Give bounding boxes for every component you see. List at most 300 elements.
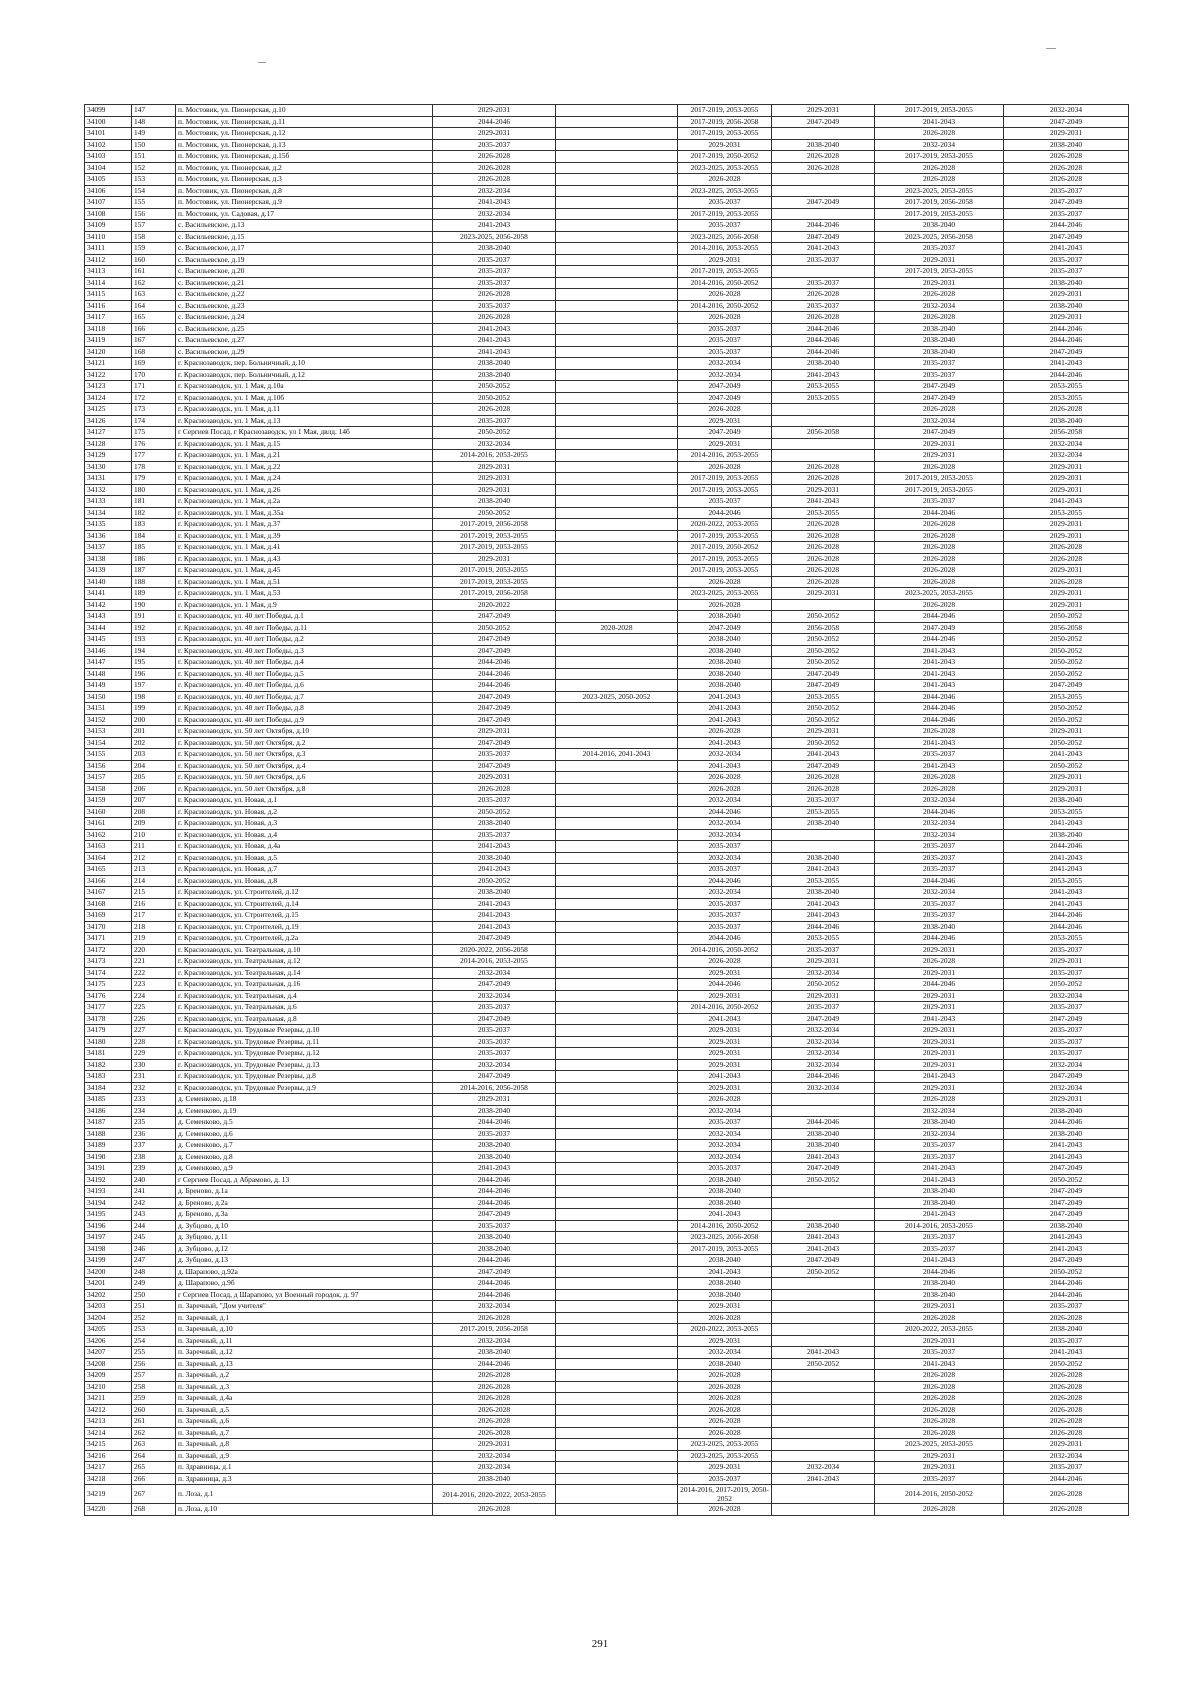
period-e-cell: 2026-2028 bbox=[875, 1427, 1004, 1439]
period-c-cell: 2017-2019, 2053-2055 bbox=[678, 128, 772, 140]
period-c-cell: 2035-2037 bbox=[678, 346, 772, 358]
record-id-cell: 34160 bbox=[85, 806, 132, 818]
period-c-cell: 2035-2037 bbox=[678, 197, 772, 209]
row-number-cell: 204 bbox=[132, 760, 176, 772]
address-cell: г. Краснозаводск, ул. Трудовые Резервы, д.12 bbox=[176, 1048, 433, 1060]
period-a-cell: 2032-2034 bbox=[433, 1450, 556, 1462]
address-cell: г. Краснозаводск, ул. Трудовые Резервы, д.8 bbox=[176, 1071, 433, 1083]
table-row bbox=[85, 1174, 1129, 1186]
period-a-cell: 2017-2019, 2053-2055 bbox=[433, 542, 556, 554]
row-number-cell: 253 bbox=[132, 1324, 176, 1336]
record-id-cell: 34207 bbox=[85, 1347, 132, 1359]
table-row bbox=[85, 1128, 1129, 1140]
period-e-cell: 2035-2037 bbox=[875, 243, 1004, 255]
period-a-cell: 2047-2049 bbox=[433, 645, 556, 657]
period-a-cell: 2050-2052 bbox=[433, 622, 556, 634]
table-row bbox=[85, 1278, 1129, 1290]
period-d-cell: 2032-2034 bbox=[772, 1462, 875, 1474]
period-b-cell bbox=[556, 231, 678, 243]
period-d-cell: 2050-2052 bbox=[772, 657, 875, 669]
period-c-cell: 2041-2043 bbox=[678, 1071, 772, 1083]
row-number-cell: 161 bbox=[132, 266, 176, 278]
period-e-cell: 2032-2034 bbox=[875, 829, 1004, 841]
period-a-cell: 2026-2028 bbox=[433, 404, 556, 416]
period-d-cell bbox=[772, 1301, 875, 1313]
period-d-cell: 2047-2049 bbox=[772, 760, 875, 772]
table-row bbox=[85, 1243, 1129, 1255]
period-f-cell: 2041-2043 bbox=[1004, 864, 1129, 876]
address-cell: д. Шарапово, д.92а bbox=[176, 1266, 433, 1278]
period-f-cell: 2047-2049 bbox=[1004, 116, 1129, 128]
table-row bbox=[85, 1025, 1129, 1037]
period-a-cell: 2017-2019, 2053-2055 bbox=[433, 565, 556, 577]
row-number-cell: 258 bbox=[132, 1381, 176, 1393]
period-f-cell: 2035-2037 bbox=[1004, 185, 1129, 197]
period-e-cell: 2044-2046 bbox=[875, 1266, 1004, 1278]
row-number-cell: 191 bbox=[132, 611, 176, 623]
period-d-cell bbox=[772, 1504, 875, 1516]
record-id-cell: 34142 bbox=[85, 599, 132, 611]
record-id-cell: 34112 bbox=[85, 254, 132, 266]
period-f-cell: 2038-2040 bbox=[1004, 300, 1129, 312]
address-cell: г. Краснозаводск, ул. Театральная, д.16 bbox=[176, 979, 433, 991]
record-id-cell: 34122 bbox=[85, 369, 132, 381]
record-id-cell: 34194 bbox=[85, 1197, 132, 1209]
table-row bbox=[85, 1404, 1129, 1416]
period-d-cell: 2047-2049 bbox=[772, 231, 875, 243]
period-d-cell: 2035-2037 bbox=[772, 944, 875, 956]
record-id-cell: 34118 bbox=[85, 323, 132, 335]
period-d-cell: 2026-2028 bbox=[772, 162, 875, 174]
period-b-cell bbox=[556, 1013, 678, 1025]
address-cell: г. Краснозаводск, ул. 1 Мая, д.13 bbox=[176, 415, 433, 427]
period-a-cell: 2041-2043 bbox=[433, 841, 556, 853]
period-f-cell: 2053-2055 bbox=[1004, 381, 1129, 393]
period-b-cell bbox=[556, 818, 678, 830]
period-e-cell: 2026-2028 bbox=[875, 1312, 1004, 1324]
period-e-cell: 2029-2031 bbox=[875, 1025, 1004, 1037]
period-f-cell: 2044-2046 bbox=[1004, 1473, 1129, 1485]
period-e-cell: 2026-2028 bbox=[875, 1504, 1004, 1516]
period-d-cell: 2026-2028 bbox=[772, 576, 875, 588]
period-b-cell bbox=[556, 714, 678, 726]
period-e-cell: 2017-2019, 2053-2055 bbox=[875, 484, 1004, 496]
address-cell: г. Краснозаводск, ул. Трудовые Резервы, д.11 bbox=[176, 1036, 433, 1048]
record-id-cell: 34148 bbox=[85, 668, 132, 680]
period-d-cell bbox=[772, 1370, 875, 1382]
period-e-cell: 2026-2028 bbox=[875, 519, 1004, 531]
table-row bbox=[85, 415, 1129, 427]
table-row bbox=[85, 369, 1129, 381]
record-id-cell: 34162 bbox=[85, 829, 132, 841]
record-id-cell: 34175 bbox=[85, 979, 132, 991]
row-number-cell: 234 bbox=[132, 1105, 176, 1117]
period-e-cell: 2044-2046 bbox=[875, 933, 1004, 945]
row-number-cell: 208 bbox=[132, 806, 176, 818]
period-f-cell: 2029-2031 bbox=[1004, 772, 1129, 784]
address-cell: п. Мостовик, ул. Пионерская, д.10 bbox=[176, 105, 433, 117]
period-c-cell: 2029-2031 bbox=[678, 1335, 772, 1347]
address-cell: г. Краснозаводск, ул. 40 лет Победы, д.9 bbox=[176, 714, 433, 726]
row-number-cell: 235 bbox=[132, 1117, 176, 1129]
page-number: 291 bbox=[591, 1638, 609, 1650]
period-e-cell: 2041-2043 bbox=[875, 1163, 1004, 1175]
period-e-cell: 2041-2043 bbox=[875, 1209, 1004, 1221]
period-b-cell bbox=[556, 1324, 678, 1336]
period-e-cell: 2017-2019, 2053-2055 bbox=[875, 473, 1004, 485]
period-e-cell: 2035-2037 bbox=[875, 841, 1004, 853]
period-f-cell: 2041-2043 bbox=[1004, 1140, 1129, 1152]
row-number-cell: 160 bbox=[132, 254, 176, 266]
period-d-cell bbox=[772, 1324, 875, 1336]
table-row bbox=[85, 841, 1129, 853]
period-e-cell: 2029-2031 bbox=[875, 1335, 1004, 1347]
record-id-cell: 34212 bbox=[85, 1404, 132, 1416]
record-id-cell: 34192 bbox=[85, 1174, 132, 1186]
period-c-cell: 2023-2025, 2056-2058 bbox=[678, 231, 772, 243]
period-d-cell bbox=[772, 185, 875, 197]
period-f-cell: 2041-2043 bbox=[1004, 1243, 1129, 1255]
period-b-cell bbox=[556, 450, 678, 462]
row-number-cell: 205 bbox=[132, 772, 176, 784]
period-b-cell bbox=[556, 381, 678, 393]
address-cell: г. Краснозаводск, ул. 50 лет Октября, д.10 bbox=[176, 726, 433, 738]
address-cell: п. Заречный, "Дом учителя" bbox=[176, 1301, 433, 1313]
row-number-cell: 260 bbox=[132, 1404, 176, 1416]
period-f-cell: 2050-2052 bbox=[1004, 737, 1129, 749]
period-d-cell: 2026-2028 bbox=[772, 151, 875, 163]
table-row bbox=[85, 404, 1129, 416]
table-row bbox=[85, 1036, 1129, 1048]
period-e-cell: 2017-2019, 2053-2055 bbox=[875, 208, 1004, 220]
table-row bbox=[85, 185, 1129, 197]
period-b-cell bbox=[556, 944, 678, 956]
period-b-cell: 2014-2016, 2041-2043 bbox=[556, 749, 678, 761]
period-a-cell: 2038-2040 bbox=[433, 852, 556, 864]
period-c-cell: 2017-2019, 2050-2052 bbox=[678, 542, 772, 554]
period-c-cell: 2047-2049 bbox=[678, 427, 772, 439]
record-id-cell: 34132 bbox=[85, 484, 132, 496]
period-c-cell: 2038-2040 bbox=[678, 645, 772, 657]
period-f-cell: 2047-2049 bbox=[1004, 346, 1129, 358]
period-c-cell: 2041-2043 bbox=[678, 691, 772, 703]
period-a-cell: 2035-2037 bbox=[433, 1002, 556, 1014]
table-row bbox=[85, 1186, 1129, 1198]
period-c-cell: 2017-2019, 2056-2058 bbox=[678, 116, 772, 128]
period-f-cell: 2035-2037 bbox=[1004, 208, 1129, 220]
period-b-cell bbox=[556, 1347, 678, 1359]
record-id-cell: 34166 bbox=[85, 875, 132, 887]
period-a-cell: 2038-2040 bbox=[433, 1232, 556, 1244]
period-b-cell bbox=[556, 645, 678, 657]
table-row bbox=[85, 1427, 1129, 1439]
period-d-cell: 2032-2034 bbox=[772, 1059, 875, 1071]
table-row bbox=[85, 611, 1129, 623]
period-c-cell: 2032-2034 bbox=[678, 1151, 772, 1163]
period-e-cell: 2035-2037 bbox=[875, 898, 1004, 910]
row-number-cell: 182 bbox=[132, 507, 176, 519]
row-number-cell: 217 bbox=[132, 910, 176, 922]
row-number-cell: 206 bbox=[132, 783, 176, 795]
period-b-cell bbox=[556, 553, 678, 565]
period-e-cell: 2026-2028 bbox=[875, 461, 1004, 473]
record-id-cell: 34179 bbox=[85, 1025, 132, 1037]
address-cell: г. Краснозаводск, ул. Новая, д.3 bbox=[176, 818, 433, 830]
address-cell: д. Зубцово, д.11 bbox=[176, 1232, 433, 1244]
period-b-cell bbox=[556, 139, 678, 151]
period-f-cell: 2035-2037 bbox=[1004, 1462, 1129, 1474]
address-cell: г. Краснозаводск, ул. 1 Мая, д.10б bbox=[176, 392, 433, 404]
row-number-cell: 169 bbox=[132, 358, 176, 370]
period-b-cell bbox=[556, 1186, 678, 1198]
address-cell: г. Краснозаводск, ул. 1 Мая, д.43 bbox=[176, 553, 433, 565]
period-e-cell: 2041-2043 bbox=[875, 760, 1004, 772]
row-number-cell: 255 bbox=[132, 1347, 176, 1359]
period-b-cell bbox=[556, 496, 678, 508]
period-d-cell bbox=[772, 404, 875, 416]
row-number-cell: 250 bbox=[132, 1289, 176, 1301]
period-b-cell bbox=[556, 404, 678, 416]
period-e-cell: 2044-2046 bbox=[875, 634, 1004, 646]
period-b-cell bbox=[556, 1163, 678, 1175]
period-e-cell: 2029-2031 bbox=[875, 1082, 1004, 1094]
period-a-cell: 2041-2043 bbox=[433, 864, 556, 876]
period-f-cell: 2053-2055 bbox=[1004, 875, 1129, 887]
period-e-cell: 2041-2043 bbox=[875, 645, 1004, 657]
table-row bbox=[85, 1071, 1129, 1083]
period-d-cell: 2053-2055 bbox=[772, 691, 875, 703]
period-a-cell: 2032-2034 bbox=[433, 438, 556, 450]
address-cell: п. Здравница, д.1 bbox=[176, 1462, 433, 1474]
period-c-cell: 2029-2031 bbox=[678, 438, 772, 450]
scan-artifact bbox=[1046, 48, 1056, 49]
period-a-cell: 2035-2037 bbox=[433, 139, 556, 151]
period-a-cell: 2035-2037 bbox=[433, 254, 556, 266]
period-c-cell: 2029-2031 bbox=[678, 1059, 772, 1071]
period-f-cell: 2038-2040 bbox=[1004, 1324, 1129, 1336]
period-f-cell: 2053-2055 bbox=[1004, 392, 1129, 404]
period-b-cell bbox=[556, 1117, 678, 1129]
period-c-cell: 2014-2016, 2050-2052 bbox=[678, 1220, 772, 1232]
period-c-cell: 2032-2034 bbox=[678, 852, 772, 864]
period-f-cell: 2047-2049 bbox=[1004, 1186, 1129, 1198]
period-a-cell: 2029-2031 bbox=[433, 772, 556, 784]
period-a-cell: 2041-2043 bbox=[433, 921, 556, 933]
table-row bbox=[85, 1324, 1129, 1336]
period-a-cell: 2041-2043 bbox=[433, 1163, 556, 1175]
period-d-cell: 2047-2049 bbox=[772, 1163, 875, 1175]
row-number-cell: 227 bbox=[132, 1025, 176, 1037]
table-row bbox=[85, 588, 1129, 600]
period-c-cell: 2032-2034 bbox=[678, 1140, 772, 1152]
period-a-cell: 2017-2019, 2056-2058 bbox=[433, 588, 556, 600]
record-id-cell: 34184 bbox=[85, 1082, 132, 1094]
period-b-cell bbox=[556, 990, 678, 1002]
period-e-cell: 2047-2049 bbox=[875, 392, 1004, 404]
period-a-cell: 2038-2040 bbox=[433, 1140, 556, 1152]
period-c-cell: 2029-2031 bbox=[678, 990, 772, 1002]
record-id-cell: 34196 bbox=[85, 1220, 132, 1232]
period-c-cell: 2029-2031 bbox=[678, 1036, 772, 1048]
period-f-cell: 2032-2034 bbox=[1004, 1082, 1129, 1094]
period-d-cell: 2032-2034 bbox=[772, 967, 875, 979]
period-d-cell: 2044-2046 bbox=[772, 220, 875, 232]
row-number-cell: 171 bbox=[132, 381, 176, 393]
period-c-cell: 2026-2028 bbox=[678, 461, 772, 473]
row-number-cell: 163 bbox=[132, 289, 176, 301]
period-f-cell: 2044-2046 bbox=[1004, 1278, 1129, 1290]
period-d-cell: 2035-2037 bbox=[772, 277, 875, 289]
period-b-cell bbox=[556, 105, 678, 117]
period-e-cell: 2035-2037 bbox=[875, 1151, 1004, 1163]
period-b-cell bbox=[556, 243, 678, 255]
period-d-cell: 2032-2034 bbox=[772, 1036, 875, 1048]
period-b-cell bbox=[556, 1404, 678, 1416]
table-row bbox=[85, 783, 1129, 795]
row-number-cell: 211 bbox=[132, 841, 176, 853]
period-b-cell bbox=[556, 910, 678, 922]
period-b-cell bbox=[556, 588, 678, 600]
period-d-cell: 2035-2037 bbox=[772, 795, 875, 807]
row-number-cell: 215 bbox=[132, 887, 176, 899]
period-a-cell: 2047-2049 bbox=[433, 933, 556, 945]
record-id-cell: 34139 bbox=[85, 565, 132, 577]
period-c-cell: 2023-2025, 2053-2055 bbox=[678, 162, 772, 174]
record-id-cell: 34106 bbox=[85, 185, 132, 197]
record-id-cell: 34104 bbox=[85, 162, 132, 174]
address-cell: п. Заречный, д.9 bbox=[176, 1450, 433, 1462]
period-a-cell: 2026-2028 bbox=[433, 1404, 556, 1416]
period-a-cell: 2017-2019, 2053-2055 bbox=[433, 576, 556, 588]
period-c-cell: 2038-2040 bbox=[678, 657, 772, 669]
row-number-cell: 259 bbox=[132, 1393, 176, 1405]
period-b-cell bbox=[556, 1025, 678, 1037]
period-e-cell: 2029-2031 bbox=[875, 450, 1004, 462]
period-c-cell: 2026-2028 bbox=[678, 576, 772, 588]
record-id-cell: 34125 bbox=[85, 404, 132, 416]
period-c-cell: 2041-2043 bbox=[678, 737, 772, 749]
period-c-cell: 2017-2019, 2050-2052 bbox=[678, 151, 772, 163]
period-a-cell: 2044-2046 bbox=[433, 1197, 556, 1209]
period-b-cell bbox=[556, 1071, 678, 1083]
period-f-cell: 2026-2028 bbox=[1004, 1393, 1129, 1405]
table-row bbox=[85, 530, 1129, 542]
row-number-cell: 214 bbox=[132, 875, 176, 887]
period-b-cell bbox=[556, 1289, 678, 1301]
record-id-cell: 34134 bbox=[85, 507, 132, 519]
period-c-cell: 2032-2034 bbox=[678, 358, 772, 370]
record-id-cell: 34111 bbox=[85, 243, 132, 255]
period-e-cell: 2023-2025, 2053-2055 bbox=[875, 588, 1004, 600]
period-d-cell: 2041-2043 bbox=[772, 369, 875, 381]
address-cell: г. Краснозаводск, ул. 1 Мая, д.2а bbox=[176, 496, 433, 508]
address-cell: г. Краснозаводск, ул. 1 Мая, д.45 bbox=[176, 565, 433, 577]
period-f-cell: 2029-2031 bbox=[1004, 461, 1129, 473]
record-id-cell: 34185 bbox=[85, 1094, 132, 1106]
period-c-cell: 2029-2031 bbox=[678, 139, 772, 151]
period-f-cell: 2050-2052 bbox=[1004, 657, 1129, 669]
record-id-cell: 34190 bbox=[85, 1151, 132, 1163]
period-e-cell: 2026-2028 bbox=[875, 1393, 1004, 1405]
record-id-cell: 34120 bbox=[85, 346, 132, 358]
record-id-cell: 34123 bbox=[85, 381, 132, 393]
table-row bbox=[85, 921, 1129, 933]
table-row bbox=[85, 323, 1129, 335]
table-row bbox=[85, 875, 1129, 887]
row-number-cell: 231 bbox=[132, 1071, 176, 1083]
period-a-cell: 2035-2037 bbox=[433, 829, 556, 841]
table-row bbox=[85, 277, 1129, 289]
period-a-cell: 2026-2028 bbox=[433, 174, 556, 186]
period-f-cell: 2032-2034 bbox=[1004, 105, 1129, 117]
period-f-cell: 2026-2028 bbox=[1004, 162, 1129, 174]
period-a-cell: 2026-2028 bbox=[433, 1393, 556, 1405]
period-d-cell: 2053-2055 bbox=[772, 381, 875, 393]
period-c-cell: 2041-2043 bbox=[678, 760, 772, 772]
period-d-cell: 2050-2052 bbox=[772, 714, 875, 726]
period-b-cell bbox=[556, 1059, 678, 1071]
period-c-cell: 2032-2034 bbox=[678, 1347, 772, 1359]
period-c-cell: 2032-2034 bbox=[678, 795, 772, 807]
period-c-cell: 2032-2034 bbox=[678, 1105, 772, 1117]
row-number-cell: 189 bbox=[132, 588, 176, 600]
address-cell: г. Краснозаводск, ул. 1 Мая, д.53 bbox=[176, 588, 433, 600]
address-cell: г. Краснозаводск, пер. Больничный, д.12 bbox=[176, 369, 433, 381]
period-f-cell: 2026-2028 bbox=[1004, 1370, 1129, 1382]
address-cell: г Сергиев Посад, д Шарапово, ул Военный городок, д. 97 bbox=[176, 1289, 433, 1301]
period-b-cell bbox=[556, 128, 678, 140]
period-d-cell: 2044-2046 bbox=[772, 921, 875, 933]
address-cell: г. Краснозаводск, ул. 1 Мая, д.9 bbox=[176, 599, 433, 611]
period-c-cell: 2017-2019, 2053-2055 bbox=[678, 484, 772, 496]
period-c-cell: 2035-2037 bbox=[678, 220, 772, 232]
address-cell: п. Мостовик, ул. Пионерская, д.8 bbox=[176, 185, 433, 197]
period-e-cell: 2035-2037 bbox=[875, 358, 1004, 370]
period-b-cell bbox=[556, 346, 678, 358]
period-e-cell: 2041-2043 bbox=[875, 1255, 1004, 1267]
table-row bbox=[85, 1094, 1129, 1106]
period-b-cell bbox=[556, 1504, 678, 1516]
period-f-cell: 2047-2049 bbox=[1004, 1255, 1129, 1267]
period-b-cell bbox=[556, 1094, 678, 1106]
table-row bbox=[85, 898, 1129, 910]
period-d-cell: 2038-2040 bbox=[772, 1220, 875, 1232]
record-id-cell: 34109 bbox=[85, 220, 132, 232]
period-c-cell: 2026-2028 bbox=[678, 772, 772, 784]
table-row bbox=[85, 645, 1129, 657]
period-a-cell: 2044-2046 bbox=[433, 1117, 556, 1129]
period-f-cell: 2032-2034 bbox=[1004, 990, 1129, 1002]
period-a-cell: 2035-2037 bbox=[433, 1048, 556, 1060]
table-row bbox=[85, 772, 1129, 784]
period-b-cell bbox=[556, 461, 678, 473]
address-cell: г. Краснозаводск, ул. 50 лет Октября, д.4 bbox=[176, 760, 433, 772]
address-cell: с. Васильевское, д.23 bbox=[176, 300, 433, 312]
row-number-cell: 179 bbox=[132, 473, 176, 485]
row-number-cell: 230 bbox=[132, 1059, 176, 1071]
period-d-cell: 2044-2046 bbox=[772, 323, 875, 335]
row-number-cell: 184 bbox=[132, 530, 176, 542]
address-cell: п. Заречный, д.6 bbox=[176, 1416, 433, 1428]
period-b-cell bbox=[556, 1209, 678, 1221]
period-d-cell: 2029-2031 bbox=[772, 726, 875, 738]
period-f-cell: 2032-2034 bbox=[1004, 1059, 1129, 1071]
period-a-cell: 2047-2049 bbox=[433, 1266, 556, 1278]
record-id-cell: 34176 bbox=[85, 990, 132, 1002]
period-d-cell: 2053-2055 bbox=[772, 806, 875, 818]
table-row bbox=[85, 1266, 1129, 1278]
period-f-cell: 2041-2043 bbox=[1004, 243, 1129, 255]
